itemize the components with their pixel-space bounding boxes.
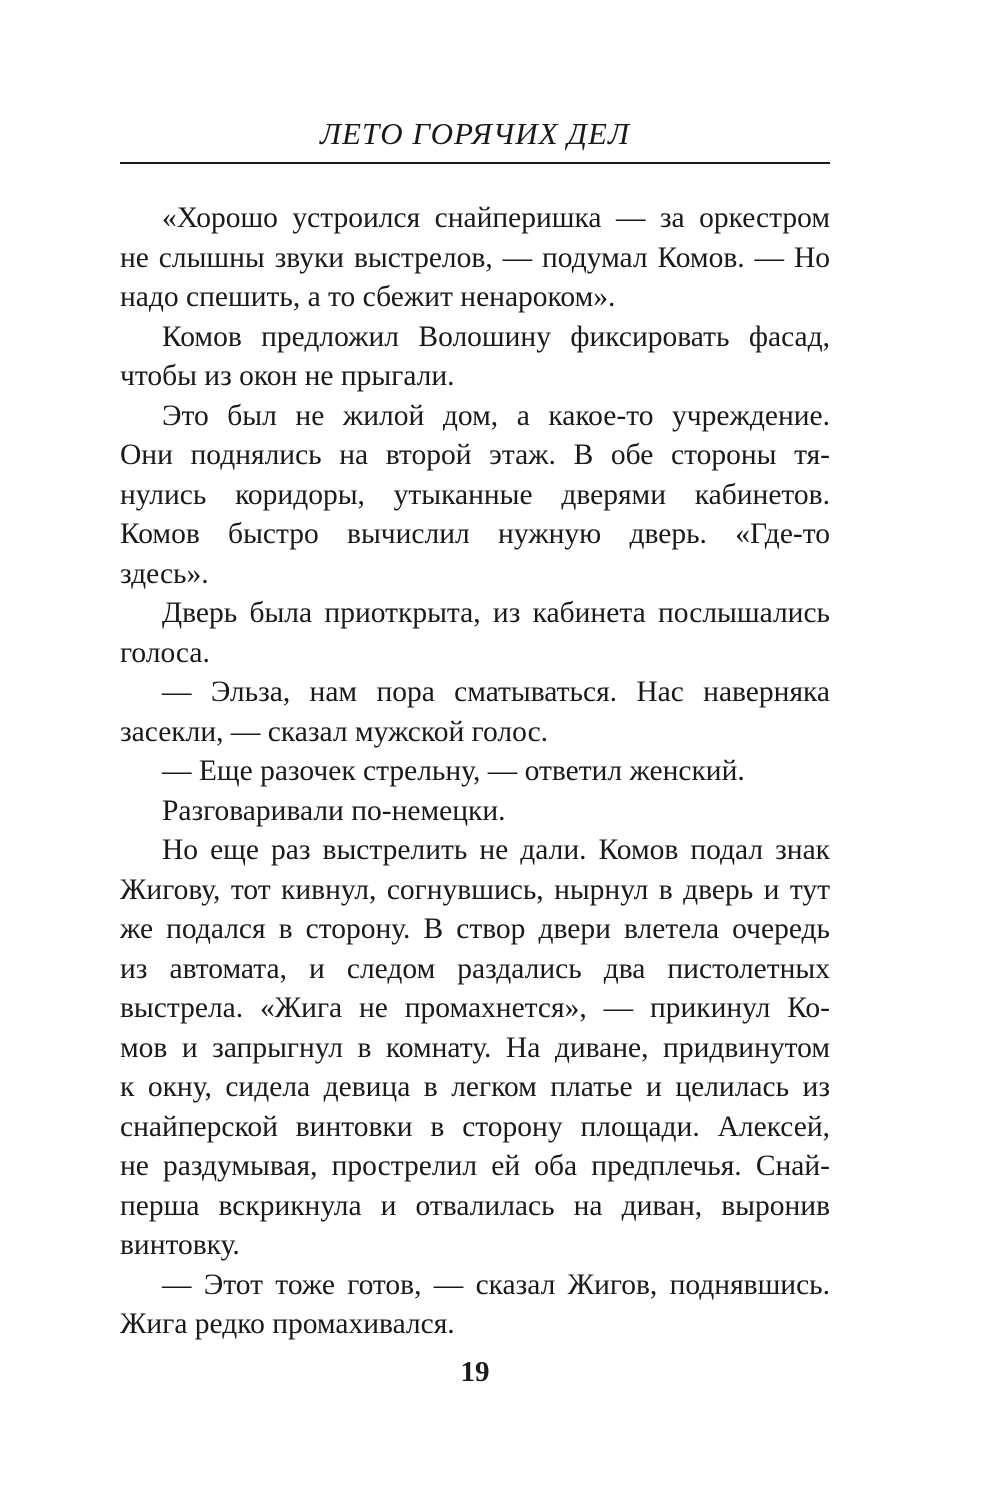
text-line: не раздумывая, прострелил ей оба предплечья. Снай- <box>120 1150 830 1182</box>
page-number: 19 <box>460 1356 490 1388</box>
text-line: выстрела. «Жига не промахнется», — прикинул Ко- <box>120 992 830 1024</box>
text-line: не слышны звуки выстрелов, — подумал Комов. — Но <box>120 241 830 274</box>
text-line: же подался в сторону. В створ двери влетела очередь <box>120 913 830 945</box>
text-line: Это был не жилой дом, а какое-то учреждение. <box>162 399 830 432</box>
text-line: — Этот тоже готов, — сказал Жигов, поднявшись. <box>162 1268 830 1301</box>
text-line: — Еще разочек стрельну, — ответил женский. <box>162 755 745 787</box>
text-line: Комов быстро вычислил нужную дверь. «Где-то <box>120 518 830 550</box>
text-line: надо спешить, а то сбежит ненароком». <box>120 281 616 313</box>
text-line: мов и запрыгнул в комнату. На диване, придвинутом <box>120 1031 830 1064</box>
body-text <box>120 199 830 1345</box>
text-line: Комов предложил Волошину фиксировать фасад, <box>162 320 830 353</box>
text-line: голоса. <box>120 636 210 669</box>
text-line: Жигову, тот кивнул, согнувшись, нырнул в дверь и тут <box>120 873 830 906</box>
text-line: чтобы из окон не прыгали. <box>120 360 455 392</box>
text-line: засекли, — сказал мужской голос. <box>120 715 549 748</box>
text-line: «Хорошо устроился снайперишка — за оркестром <box>162 202 830 234</box>
text-line: к окну, сидела девица в легком платье и целилась из <box>120 1071 830 1103</box>
text-line: — Эльза, нам пора сматываться. Нас наверняка <box>162 676 830 708</box>
text-line: снайперской винтовки в сторону площади. Алексей, <box>120 1110 830 1143</box>
text-line: Разговаривали по-немецки. <box>162 794 506 827</box>
text-line: винтовку. <box>120 1229 240 1261</box>
header-rule <box>120 162 830 164</box>
text-line: Они поднялись на второй этаж. В обе стороны тя- <box>120 439 830 471</box>
text-line: из автомата, и следом раздались два пистолетных <box>120 952 830 985</box>
text-line: Дверь была приоткрыта, из кабинета послышались <box>162 597 830 629</box>
text-line: здесь». <box>120 557 209 590</box>
text-line: Но еще раз выстрелить не дали. Комов подал знак <box>162 834 830 866</box>
text-line: перша вскрикнула и отвалилась на диван, выронив <box>120 1189 830 1222</box>
text-line: нулись коридоры, утыканные дверями кабинетов. <box>120 478 830 511</box>
text-line: Жига редко промахивался. <box>120 1308 455 1340</box>
running-header: ЛЕТО ГОРЯЧИХ ДЕЛ <box>320 116 630 151</box>
